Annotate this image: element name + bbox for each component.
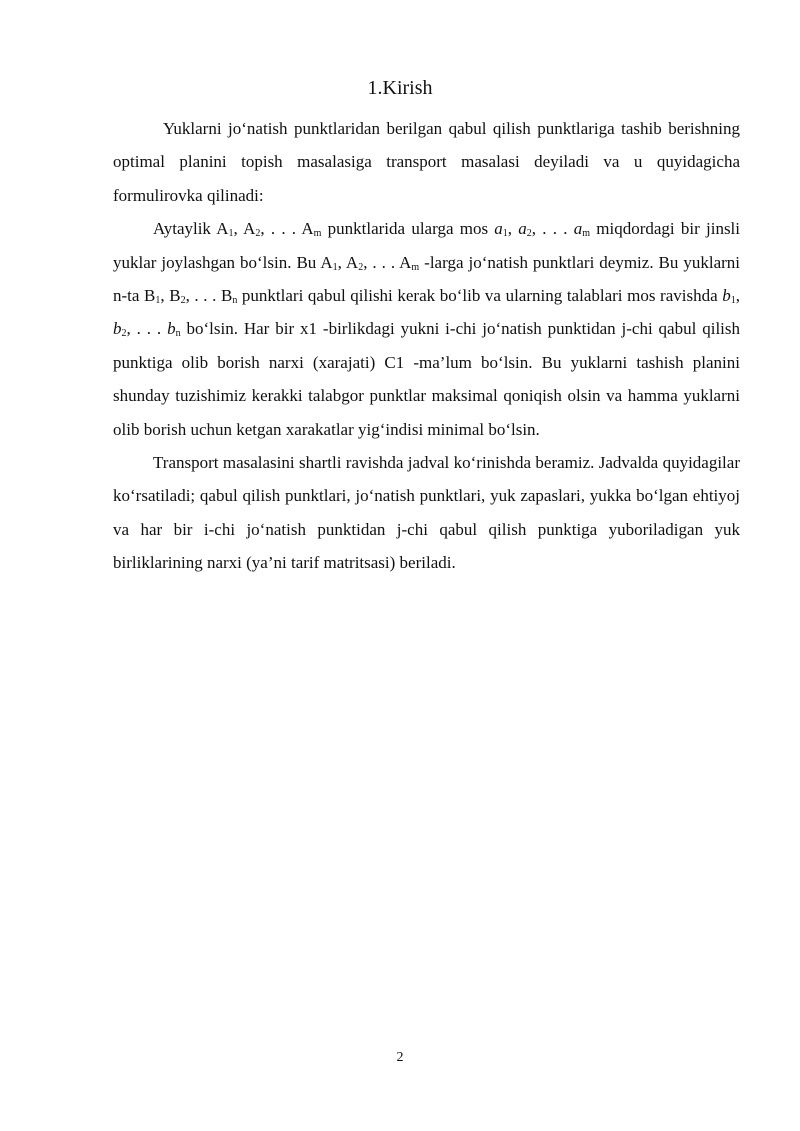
subscript: 1: [228, 228, 234, 240]
subscript: m: [582, 228, 591, 240]
paragraph-table-description: Transport masalasini shartli ravishda jadval ko‘rinishda beramiz. Jadvalda quyidagilar ko‘rsatiladi; qabul qilish punktlari, jo‘natish punktlari, yuk zapaslari, yukka bo‘lgan ehtiyoj va har bir i-chi jo‘natish punktidan j-chi qabul qilish punktiga yuboriladigan yuk birliklarining narxi (ya’ni tarif matritsasi) beriladi.: [113, 453, 740, 573]
text-run: punktlarida ularga mos: [321, 219, 495, 239]
text-run: , A: [233, 219, 256, 239]
text-run: , B: [160, 286, 181, 306]
paragraph-definition: [113, 212, 740, 446]
paragraph-intro: Yuklarni jo‘natish punktlaridan berilgan qabul qilish punktlariga tashib berishning optimal planini topish masalasiga transport masalasi deyiladi va u quyidagicha formulirovka qilinadi:: [113, 119, 740, 205]
subscript: 1: [730, 295, 736, 307]
variable-a: a: [518, 219, 527, 239]
variable-a: a: [494, 219, 503, 239]
text-run: , . . . A: [363, 252, 412, 272]
subscript: 2: [255, 228, 261, 240]
variable-b: b: [167, 319, 176, 339]
variable-b: b: [722, 286, 731, 306]
subscript: 2: [180, 295, 186, 307]
text-run: bo‘lsin. Har bir x1 -birlikdagi yukni i-chi jo‘natish punktidan j-chi qabul qilish punktiga olib borish narxi (xarajati) C1 -ma’lum bo‘lsin. Bu yuklarni tashish planini shunday tuzishimiz kerakki talabgor punktlar maksimal qoniqish olsin va hamma yuklarni olib borish uchun ketgan xarakatlar yig‘indisi minimal bo‘lsin.: [113, 319, 741, 439]
text-run: ,: [507, 219, 519, 239]
subscript: 1: [502, 228, 508, 240]
text-run: , . . .: [531, 219, 574, 239]
subscript: n: [175, 328, 181, 340]
text-run: , . . .: [126, 319, 168, 339]
text-run: -larga jo‘natish punktlari deymiz. Bu yuklarni n-ta B: [113, 252, 741, 306]
variable-a: a: [573, 219, 583, 239]
subscript: n: [232, 295, 238, 307]
subscript: m: [411, 261, 420, 273]
text-run: ,: [735, 286, 741, 306]
page-number: 2: [396, 1050, 404, 1065]
body-text: [113, 112, 740, 580]
subscript: 1: [155, 295, 161, 307]
subscript: 2: [526, 228, 532, 240]
text-run: , A: [337, 252, 359, 272]
text-run: punktlari qabul qilishi kerak bo‘lib va ularning talablari mos ravishda: [237, 286, 723, 306]
subscript: m: [313, 228, 322, 240]
section-title: 1.Kirish: [367, 77, 433, 99]
text-run: , . . . B: [185, 286, 233, 306]
subscript: 2: [358, 261, 364, 273]
text-run: Aytaylik A: [153, 219, 229, 239]
variable-b: b: [113, 319, 122, 339]
subscript: 2: [121, 328, 127, 340]
text-run: , . . . A: [260, 219, 314, 239]
text-run: miqdordagi bir jinsli yuklar joylashgan bo‘lsin. Bu A: [113, 219, 741, 272]
subscript: 1: [332, 261, 338, 273]
